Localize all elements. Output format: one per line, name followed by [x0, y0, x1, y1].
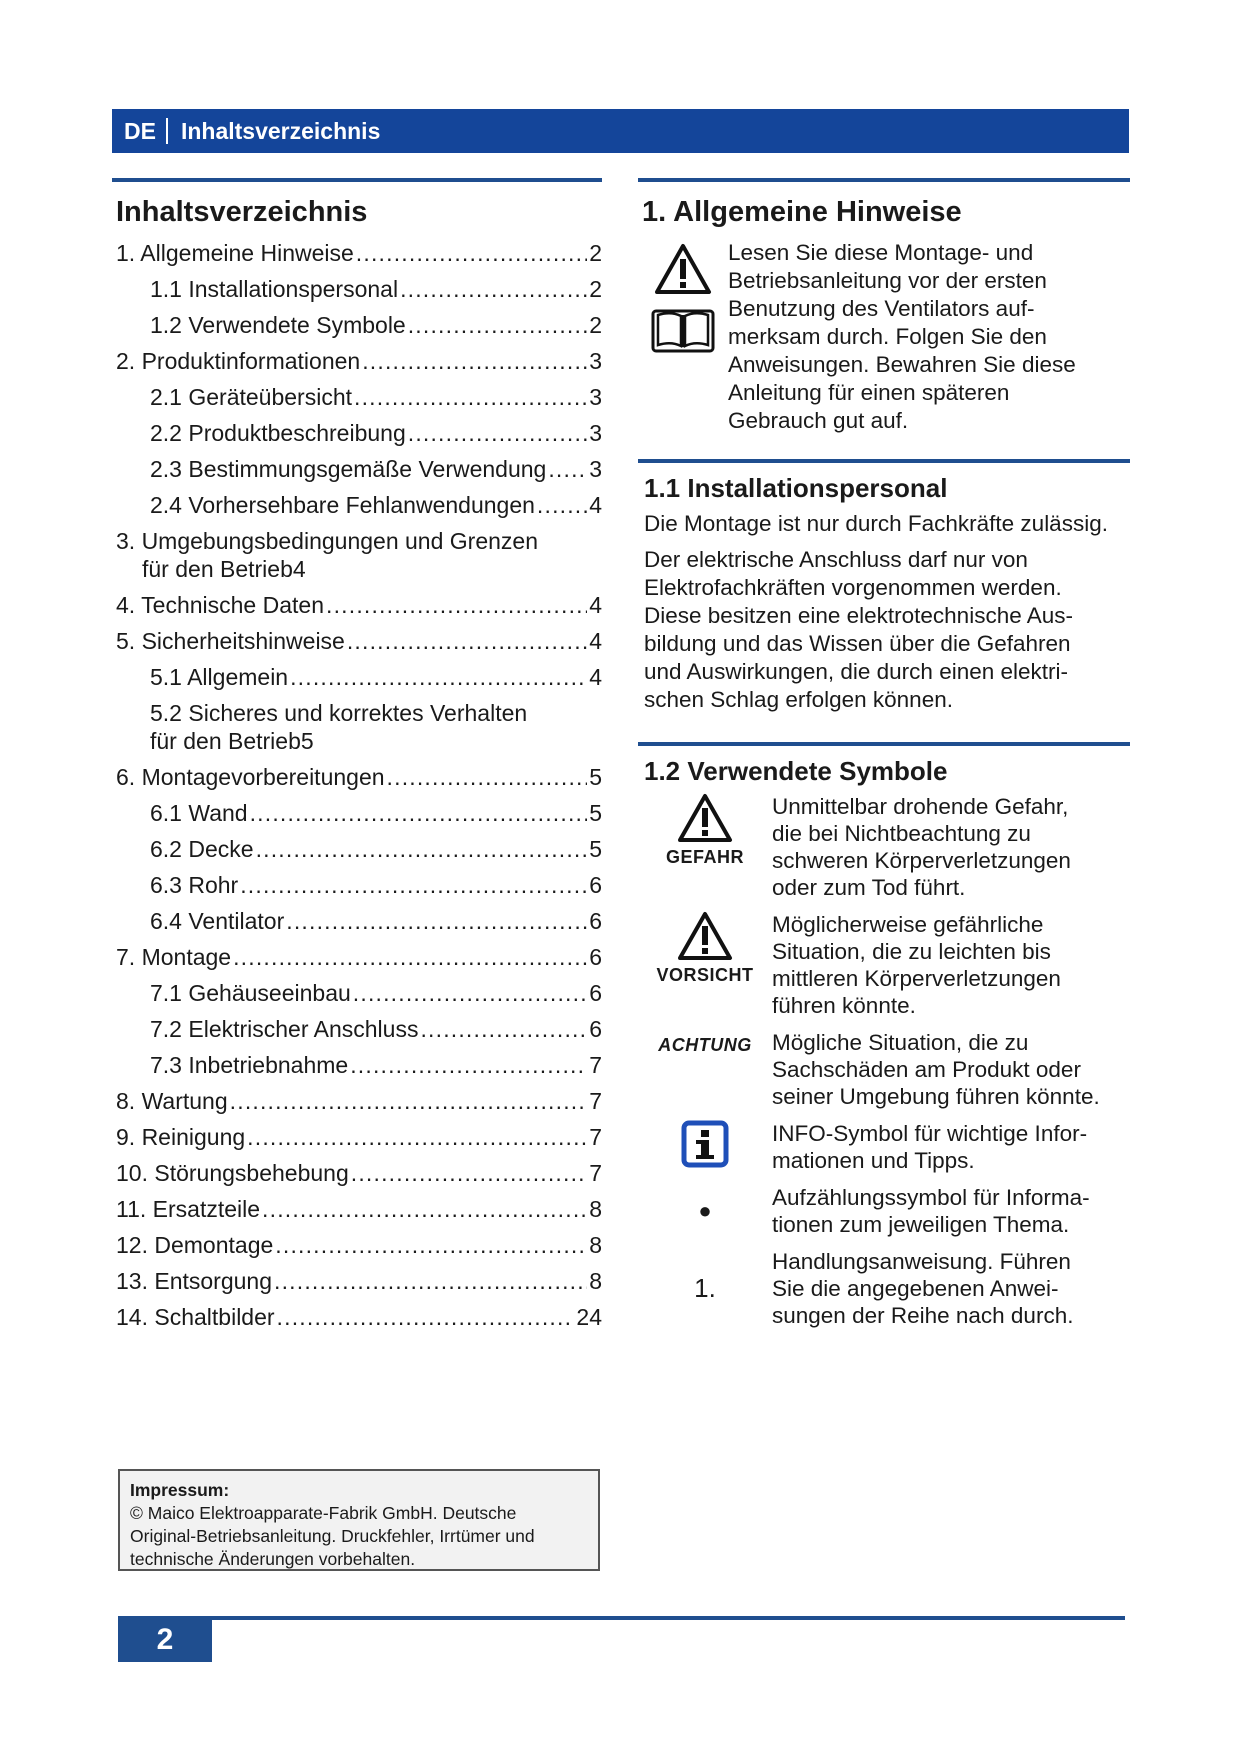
symbol-row-attention: [638, 1029, 1130, 1110]
toc-entry[interactable]: 6.2 Decke . . . 5: [116, 835, 602, 863]
toc-entry[interactable]: 6.1 Wand . . . 5: [116, 799, 602, 827]
symbol-row-bullet: [638, 1184, 1130, 1238]
toc-entry[interactable]: 2.2 Produktbeschreibung . . . 3: [116, 419, 602, 447]
bullet-icon: ●: [698, 1198, 712, 1223]
header-separator: [166, 118, 168, 144]
symbol-description: Möglicherweise gefährliche Situation, die zu leichten bis mittleren Körperverletzungen führen könnte.: [772, 912, 1061, 1018]
danger-icon: [677, 793, 733, 843]
toc-entry[interactable]: 2. Produktinformationen . . . 3: [116, 347, 602, 375]
toc-entry[interactable]: 5.1 Allgemein . . . 4: [116, 663, 602, 691]
section-rule: [638, 459, 1130, 463]
toc-entry[interactable]: 11. Ersatzteile . . . 8: [116, 1195, 602, 1223]
section-1-2-title: 1.2 Verwendete Symbole: [644, 756, 948, 786]
toc-entry[interactable]: 1. Allgemeine Hinweise . . . 2: [116, 239, 602, 267]
general-hint-text: Lesen Sie diese Montage- und Betriebsanleitung vor der ersten Benutzung des Ventilators auf- merksam durch. Folgen Sie den Anweisungen. Bewahren Sie diese Anleitung für einen späteren Gebrauch gut auf.: [728, 240, 1076, 433]
section-1-1-title: 1.1 Installationspersonal: [644, 473, 948, 503]
toc-title: Inhaltsverzeichnis: [116, 196, 368, 228]
symbol-row-info: [638, 1120, 1130, 1174]
toc-entry[interactable]: 3. Umgebungsbedingungen und Grenzen für den Betrieb 4: [116, 528, 538, 582]
header-title: Inhaltsverzeichnis: [180, 117, 381, 144]
page-header: [112, 109, 1129, 153]
step-number-symbol: 1.: [694, 1273, 716, 1303]
symbol-description: Aufzählungssymbol für Informa- tionen zum jeweiligen Thema.: [772, 1185, 1090, 1237]
section-rule: [638, 178, 1130, 182]
toc-entry[interactable]: 6.4 Ventilator . . . 6: [116, 907, 602, 935]
section-1-1-paragraph: Die Montage ist nur durch Fachkräfte zulässig.: [644, 511, 1108, 536]
toc-entry[interactable]: 7. Montage . . . 6: [116, 943, 602, 971]
toc-entry[interactable]: 2.3 Bestimmungsgemäße Verwendung . . . 3: [116, 455, 602, 483]
toc-column: [112, 178, 602, 1339]
toc-entry[interactable]: 5. Sicherheitshinweise . . . 4: [116, 627, 602, 655]
page-number: 2: [118, 1618, 212, 1662]
toc-entry[interactable]: 14. Schaltbilder . . . 24: [116, 1303, 602, 1331]
impressum-line: Original-Betriebsanleitung. Druckfehler, Irrtümer und: [130, 1526, 535, 1546]
symbol-row-danger: [638, 793, 1130, 901]
impressum-title: Impressum:: [130, 1480, 230, 1500]
impressum-box: [118, 1469, 600, 1571]
toc-entry[interactable]: 6.3 Rohr . . . 6: [116, 871, 602, 899]
section-1-title: 1. Allgemeine Hinweise: [642, 196, 962, 228]
toc-entry[interactable]: 9. Reinigung . . . 7: [116, 1123, 602, 1151]
toc-entry[interactable]: 1.2 Verwendete Symbole . . . 2: [116, 311, 602, 339]
toc-entry[interactable]: 6. Montagevorbereitungen . . . 5: [116, 763, 602, 791]
symbol-description: Handlungsanweisung. Führen Sie die angegebenen Anwei- sungen der Reihe nach durch.: [772, 1249, 1074, 1328]
toc-list: [116, 239, 602, 1331]
toc-entry[interactable]: 1.1 Installationspersonal . . . 2: [116, 275, 602, 303]
symbol-label: GEFAHR: [665, 847, 744, 867]
section-rule: [638, 742, 1130, 746]
footer-rule: [118, 1616, 1125, 1620]
toc-entry[interactable]: 7.1 Gehäuseeinbau . . . 6: [116, 979, 602, 1007]
impressum-line: © Maico Elektroapparate-Fabrik GmbH. Deutsche: [130, 1503, 517, 1523]
symbol-label: ACHTUNG: [658, 1035, 752, 1055]
section-1-1-paragraph: Der elektrische Anschluss darf nur von Elektrofachkräften vorgenommen werden. Diese besitzen eine elektrotechnische Aus- bildung und das Wissen über die Gefahren und Auswirkungen, die durch einen elektri- schen Schlag erfolgen können.: [644, 547, 1073, 712]
toc-entry[interactable]: 13. Entsorgung . . . 8: [116, 1267, 602, 1295]
symbol-description: Unmittelbar drohende Gefahr, die bei Nichtbeachtung zu schweren Körperverletzungen oder zum Tod führt.: [772, 794, 1071, 900]
toc-entry[interactable]: 4. Technische Daten . . . 4: [116, 591, 602, 619]
warning-triangle-icon: [654, 243, 712, 295]
content-column: [638, 178, 1130, 1339]
symbol-description: INFO-Symbol für wichtige Infor- mationen und Tipps.: [772, 1121, 1088, 1173]
impressum-line: technische Änderungen vorbehalten.: [130, 1549, 416, 1569]
toc-entry[interactable]: 2.1 Geräteübersicht . . . 3: [116, 383, 602, 411]
language-code: DE: [124, 117, 156, 144]
toc-entry[interactable]: 7.3 Inbetriebnahme . . . 7: [116, 1051, 602, 1079]
toc-entry[interactable]: 10. Störungsbehebung . . . 7: [116, 1159, 602, 1187]
symbol-label: VORSICHT: [656, 965, 754, 985]
symbol-row-caution: [638, 911, 1130, 1019]
symbol-description: Mögliche Situation, die zu Sachschäden am Produkt oder seiner Umgebung führen könnte.: [772, 1030, 1100, 1109]
info-icon: [681, 1120, 729, 1168]
toc-entry[interactable]: 12. Demontage . . . 8: [116, 1231, 602, 1259]
manual-book-icon: [651, 307, 715, 355]
toc-entry[interactable]: 2.4 Vorhersehbare Fehlanwendungen . . . 4: [116, 491, 602, 519]
toc-entry[interactable]: 8. Wartung . . . 7: [116, 1087, 602, 1115]
toc-entry[interactable]: 7.2 Elektrischer Anschluss . . . 6: [116, 1015, 602, 1043]
toc-entry[interactable]: 5.2 Sicheres und korrektes Verhalten für den Betrieb 5: [150, 700, 528, 754]
symbol-row-step: [638, 1248, 1130, 1329]
section-rule: [112, 178, 602, 182]
general-hint: [638, 239, 1130, 435]
caution-icon: [677, 911, 733, 961]
